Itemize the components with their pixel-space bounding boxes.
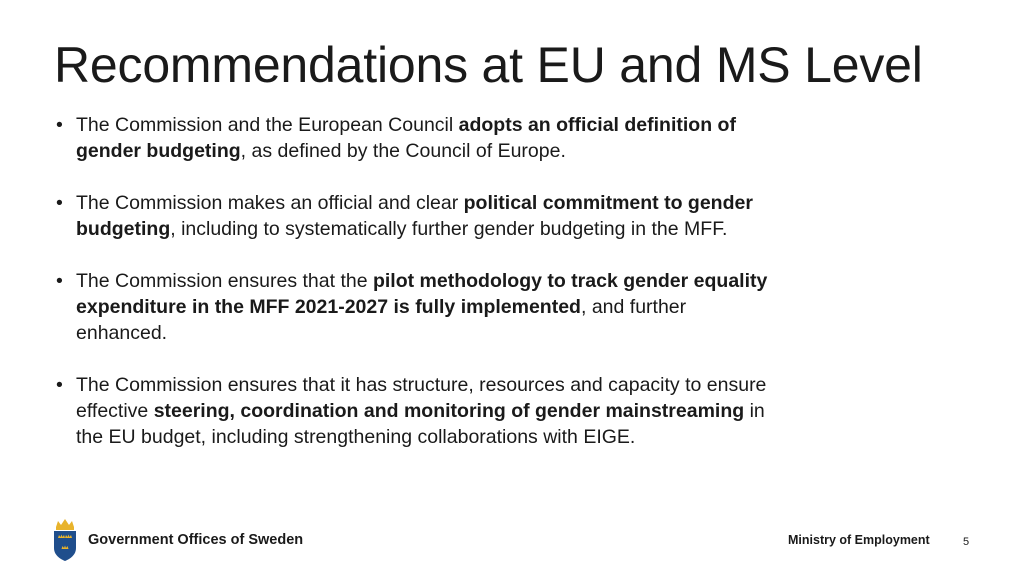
bullet-item: • The Commission ensures that the pilot methodology to track gender equality expenditure in the MFF 2021-2027 is fully implemented, and further enhanced. <box>54 268 774 346</box>
footer-logo <box>52 518 303 562</box>
swedish-crown-shield-icon <box>52 518 78 562</box>
organization-name: Government Offices of Sweden <box>88 532 304 548</box>
slide-title: Recommendations at EU and MS Level <box>54 37 923 93</box>
bullet-item: • The Commission makes an official and clear political commitment to gender budgeting, including to systematically further gender budgeting in the MFF. <box>54 190 774 242</box>
bullet-list <box>54 112 774 476</box>
page-number: 5 <box>963 536 970 548</box>
bullet-item: • The Commission ensures that it has structure, resources and capacity to ensure effective steering, coordination and monitoring of gender mainstreaming in the EU budget, including strengthening collaborations with EIGE. <box>54 372 774 450</box>
ministry-name: Ministry of Employment <box>788 533 930 547</box>
bullet-item: • The Commission and the European Council adopts an official definition of gender budgeting, as defined by the Council of Europe. <box>54 112 774 164</box>
